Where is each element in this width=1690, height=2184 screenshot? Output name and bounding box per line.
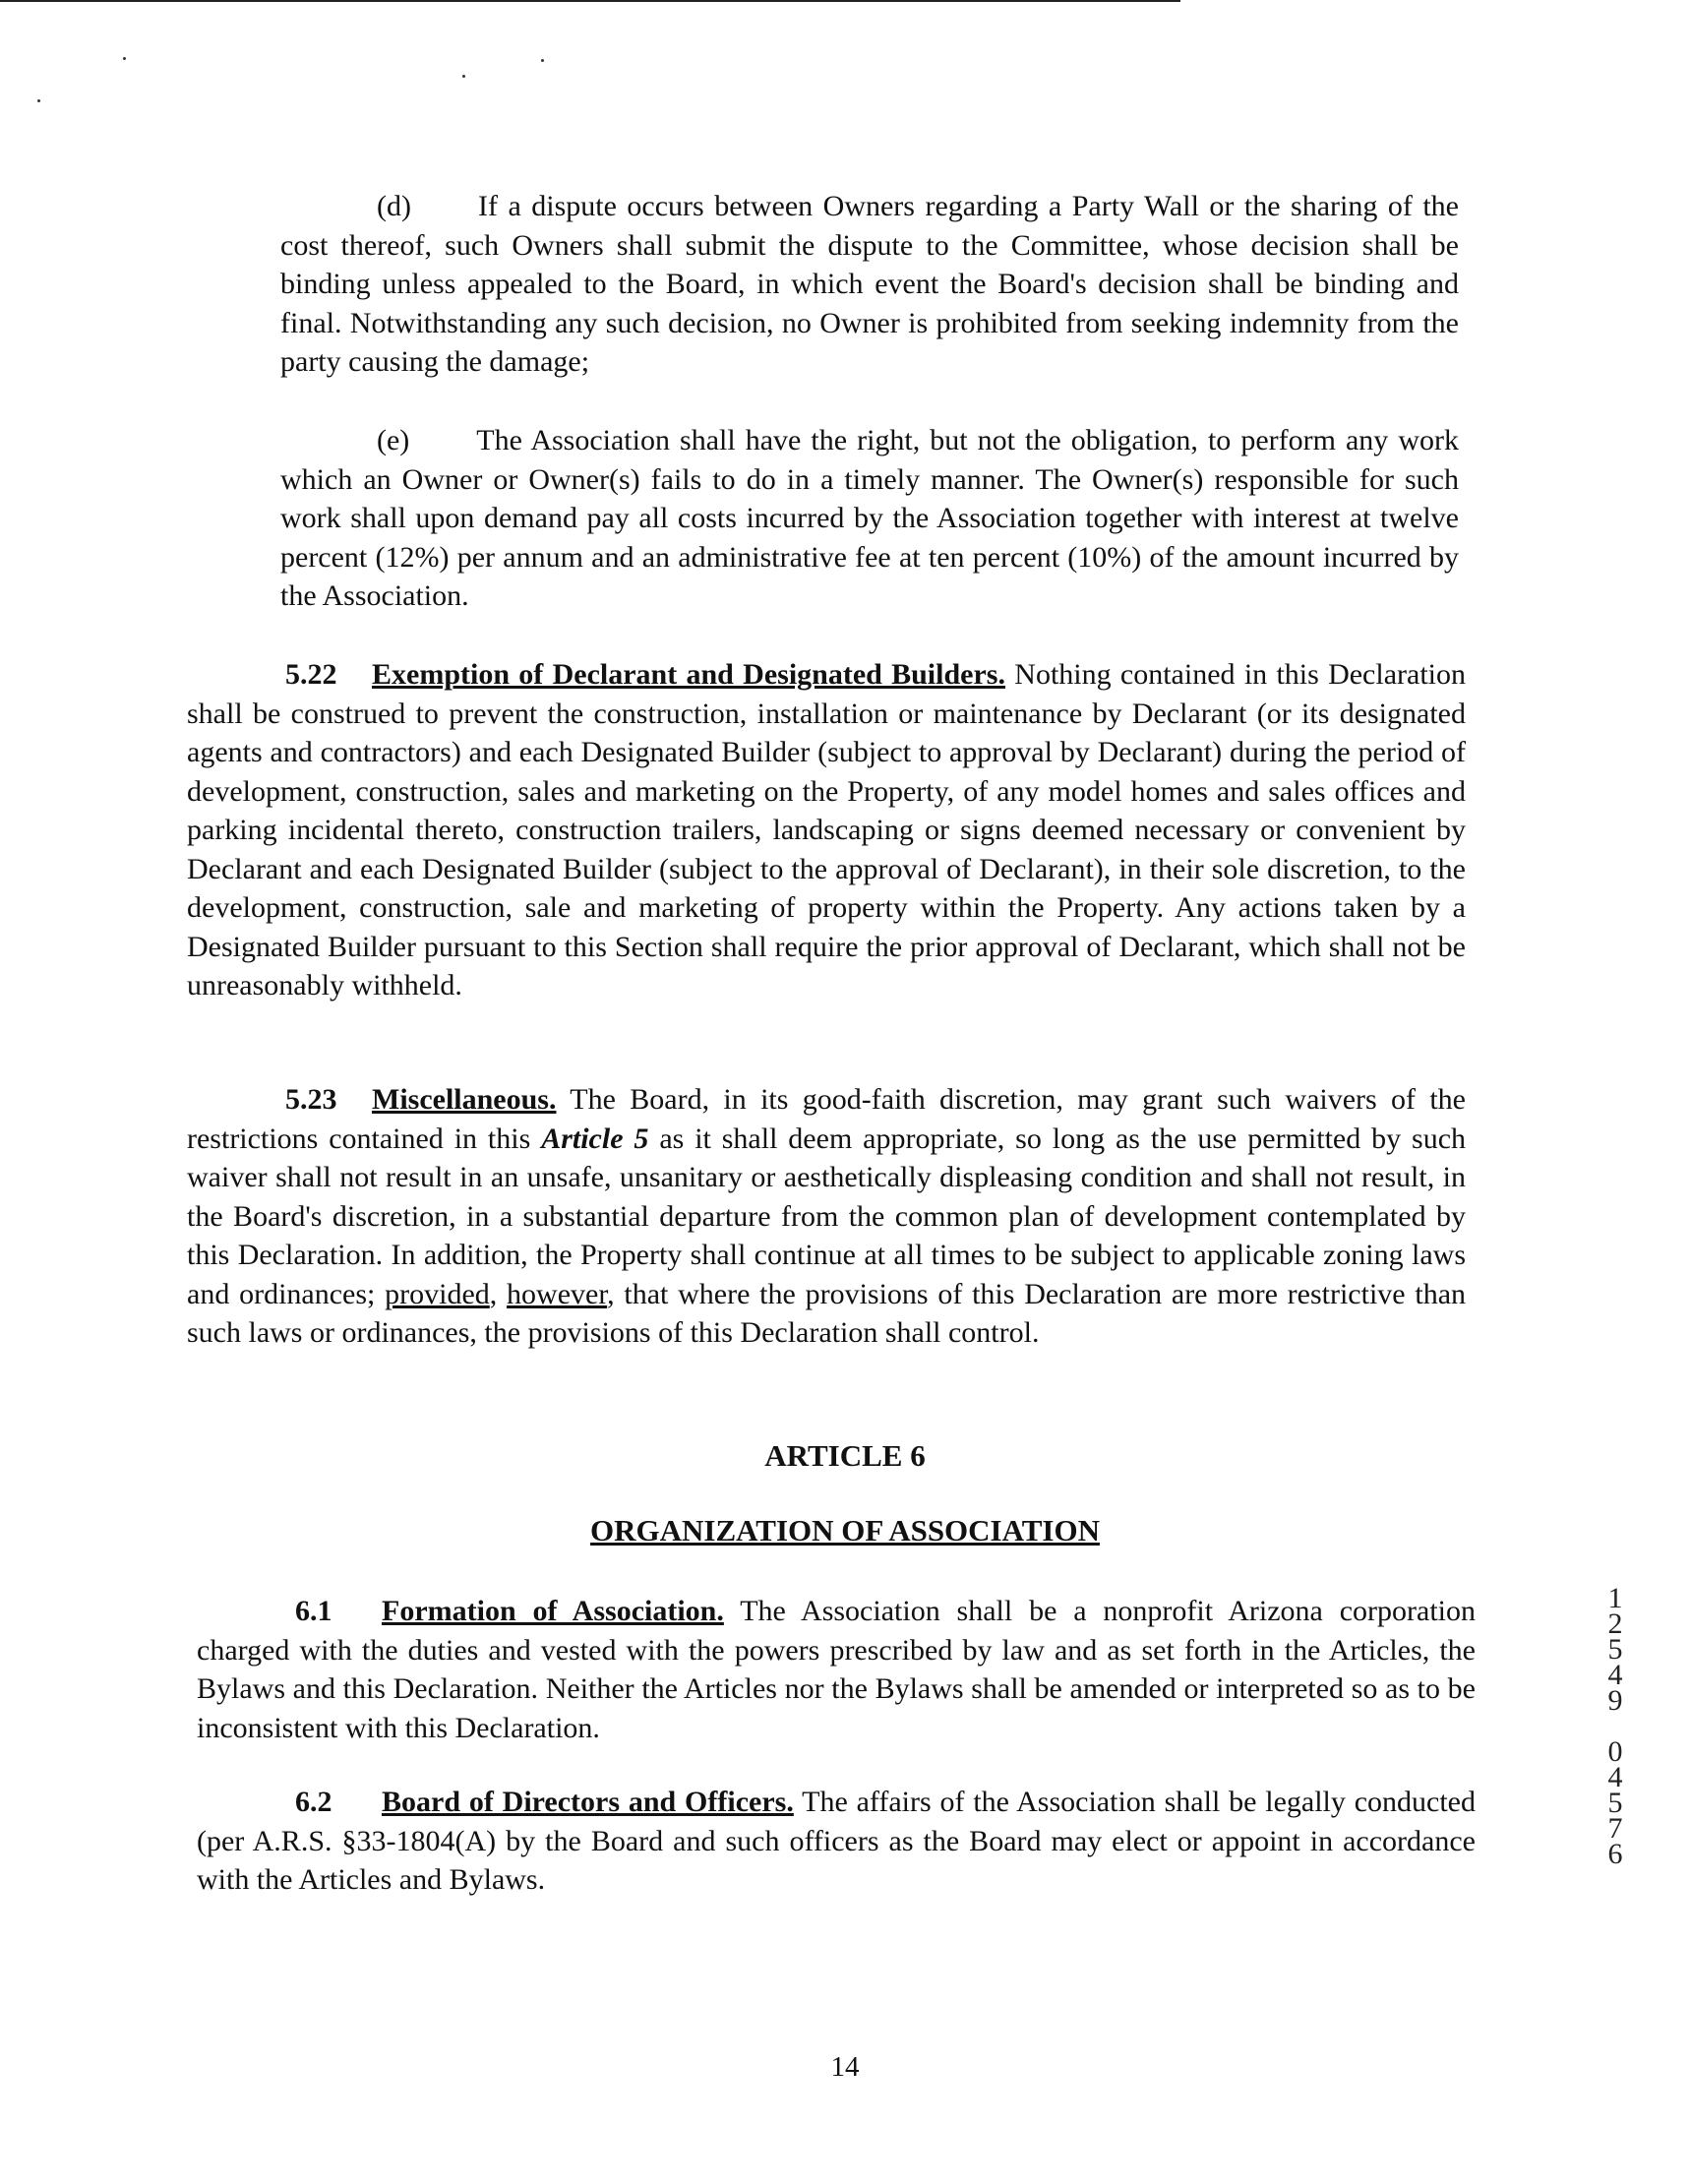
section-text-continued: as it shall deem appropriate, so long as the use permitted by such waiver shall not result in an unsafe, unsanitary or aesthetically displeasing condition and shall not result, in the Board's discretion, in a substantial departure from the common plan of development contemplated by this Declaration. In addition, the Property shall continue at all times to be subject to applicable zoning laws and ordinances;: [187, 1122, 1467, 1310]
subsection-e: [280, 421, 1459, 616]
article-title: ORGANIZATION OF ASSOCIATION: [590, 1513, 1100, 1547]
section-text: The affairs of the Association shall be legally conducted (per A.R.S. §33-1804(A) by the Board and such officers as the Board may elect or appoint in accordance with the Articles and Bylaws.: [197, 1786, 1476, 1896]
section-number: 5.23: [285, 1083, 337, 1116]
subsection-label: (e): [377, 424, 410, 456]
section-6-1: [197, 1592, 1476, 1747]
section-title: Board of Directors and Officers.: [382, 1786, 794, 1818]
section-6-2: [197, 1783, 1476, 1900]
section-text: The Board, in its good-faith discretion, may grant such waivers of the restrictions contained in this: [187, 1083, 1466, 1155]
page-number: 14: [830, 2051, 860, 2083]
subsection-label: (d): [377, 190, 411, 222]
section-text-end: , that where the provisions of this Declaration are more restrictive than such laws or ordinances, the provisions of this Declaration shall control.: [187, 1277, 1467, 1349]
section-5-22: [187, 655, 1466, 1005]
section-text: The Association shall be a nonprofit Arizona corporation charged with the duties and vested with the powers prescribed by law and as set forth in the Articles, the Bylaws and this Declaration. Neither the Articles nor the Bylaws shall be amended or interpreted so as to be inconsistent with this Declaration.: [197, 1595, 1477, 1744]
scan-speck: [123, 57, 126, 60]
provided-term: provided: [385, 1277, 490, 1310]
scan-speck: [37, 99, 40, 102]
subsection-d: [280, 187, 1459, 382]
subsection-text: If a dispute occurs between Owners regarding a Party Wall or the sharing of the cost thereof, such Owners shall submit the dispute to the Committee, whose decision shall be binding unless appealed to the Board, in which event the Board's decision shall be binding and final. Notwithstanding any such decision, no Owner is prohibited from seeking indemnity from the party causing the damage;: [280, 190, 1459, 378]
section-text: Nothing contained in this Declaration shall be construed to prevent the construction, installation or maintenance by Declarant (or its designated agents and contractors) and each Designated Builder (subject to approval by Declarant) during the period of development, construction, sales and marketing on the Property, of any model homes and sales offices and parking incidental thereto, construction trailers, landscaping or signs deemed necessary or convenient by Declarant and each Designated Builder (subject to the approval of Declarant), in their sole discretion, to the development, construction, sale and marketing of property within the Property. Any actions taken by a Designated Builder pursuant to this Section shall require the prior approval of Declarant, which shall not be unreasonably withheld.: [187, 658, 1467, 1001]
scan-border-line: [0, 0, 1180, 2]
recording-number: 1 2 5 4 9 0 4 5 7 6: [1607, 1582, 1623, 1870]
however-term: however: [507, 1277, 608, 1310]
section-title: Miscellaneous.: [372, 1083, 557, 1116]
article-reference: Article 5: [541, 1122, 649, 1155]
section-title: Formation of Association.: [382, 1595, 724, 1627]
article-heading: ARTICLE 6: [764, 1438, 926, 1473]
scan-speck: [541, 59, 544, 62]
section-number: 6.2: [295, 1786, 332, 1818]
section-number: 5.22: [285, 658, 337, 691]
subsection-text: The Association shall have the right, but not the obligation, to perform any work which an Owner or Owner(s) fails to do in a timely manner. The Owner(s) responsible for such work shall upon demand pay all costs incurred by the Association together with interest at twelve percent (12%) per annum and an administrative fee at ten percent (10%) of the amount incurred by the Association.: [280, 424, 1459, 612]
section-title: Exemption of Declarant and Designated Builders.: [372, 658, 1005, 691]
section-5-23: 5.23 Miscellaneous. The Board, in its good-faith discretion, may grant such waivers of the restrictions contained in this Article 5 as it shall deem appropriate, so long as the use permitted by such waiver shall not result in an unsafe, unsanitary or aesthetically displeasing condition and shall not result, in the Board's discretion, in a substantial departure from the common plan of development contemplated by this Declaration. In addition, the Property shall continue at all times to be subject to applicable zoning laws and ordinances; provided, however, that where the provisions of this Declaration are more restrictive than such laws or ordinances, the provisions of this Declaration shall control.: [187, 1080, 1466, 1353]
scan-speck: [462, 75, 465, 78]
section-number: 6.1: [295, 1595, 332, 1627]
